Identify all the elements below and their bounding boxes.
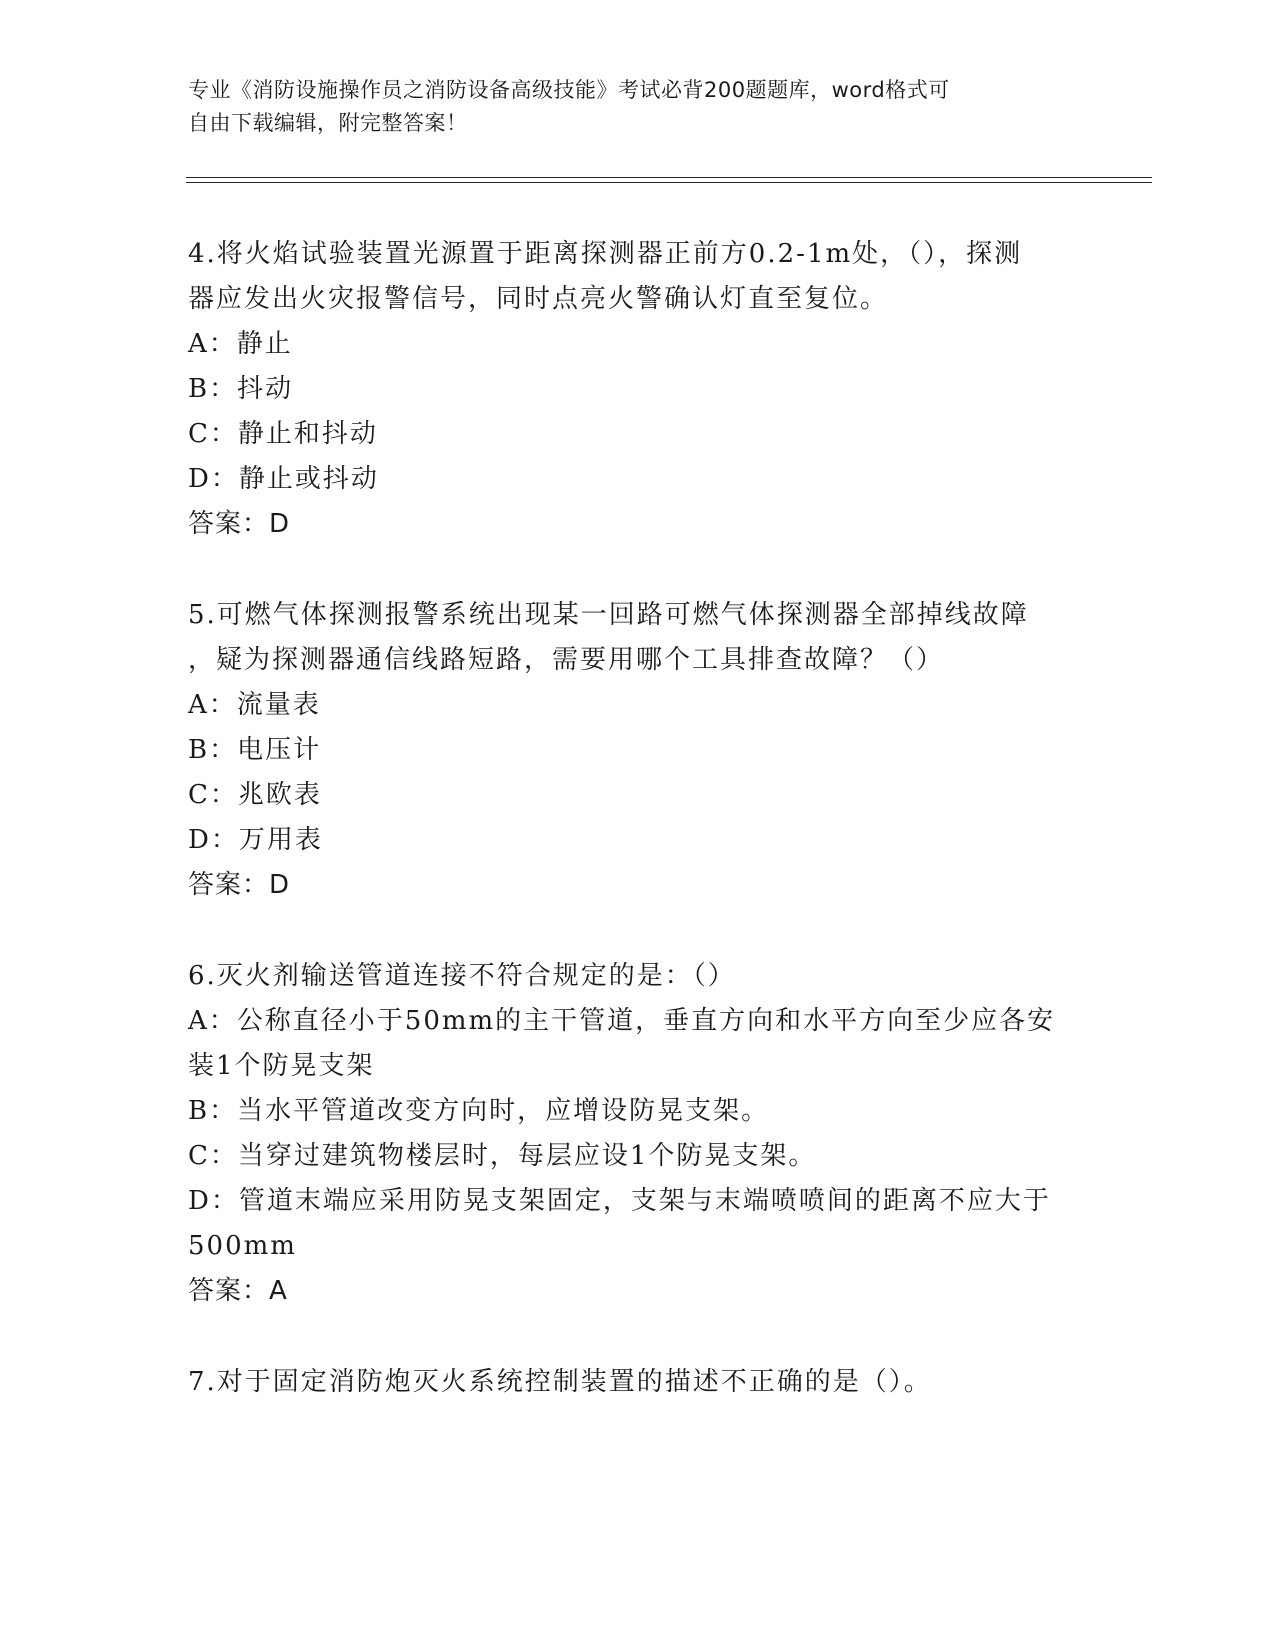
- header-line-1: 专业《消防设施操作员之消防设备高级技能》考试必背200题题库，word格式可: [188, 78, 950, 102]
- header-divider-top: [186, 177, 1152, 178]
- option-c: C：静止和抖动: [188, 419, 378, 449]
- question-stem: 5.可燃气体探测报警系统出现某一回路可燃气体探测器全部掉线故障: [188, 600, 1029, 630]
- option-a: A：静止: [188, 329, 293, 359]
- header-divider-bottom: [186, 182, 1152, 183]
- option-a: A：流量表: [188, 690, 321, 720]
- option-b: B：抖动: [188, 374, 294, 404]
- question-stem: ，疑为探测器通信线路短路，需要用哪个工具排查故障？（）: [188, 645, 945, 675]
- question-stem: 6.灭火剂输送管道连接不符合规定的是：（）: [188, 961, 736, 991]
- question-5: [188, 593, 1088, 908]
- answer: 答案：A: [188, 1276, 288, 1306]
- question-6: [188, 954, 1088, 1314]
- option-d-continued: 500mm: [188, 1231, 297, 1261]
- question-list: [188, 232, 1088, 1405]
- option-c: C：兆欧表: [188, 780, 322, 810]
- option-d: D：管道末端应采用防晃支架固定，支架与末端喷喷间的距离不应大于: [188, 1186, 1051, 1216]
- question-stem: 器应发出火灾报警信号，同时点亮火警确认灯直至复位。: [188, 284, 889, 314]
- question-stem: 7.对于固定消防炮灭火系统控制装置的描述不正确的是（）。: [188, 1367, 932, 1397]
- header-line-2: 自由下载编辑，附完整答案！: [188, 111, 468, 135]
- option-d: D：万用表: [188, 825, 323, 855]
- option-a: A：公称直径小于50mm的主干管道，垂直方向和水平方向至少应各安: [188, 1006, 1056, 1036]
- option-c: C：当穿过建筑物楼层时，每层应设1个防晃支架。: [188, 1141, 817, 1171]
- option-a-continued: 装1个防晃支架: [188, 1051, 375, 1081]
- option-d: D：静止或抖动: [188, 464, 379, 494]
- document-header: [188, 74, 1068, 140]
- question-4: [188, 232, 1088, 547]
- option-b: B：电压计: [188, 735, 322, 765]
- answer: 答案：D: [188, 870, 291, 900]
- question-stem: 4.将火焰试验装置光源置于距离探测器正前方0.2-1m处，（），探测: [188, 239, 1023, 269]
- option-b: B：当水平管道改变方向时，应增设防晃支架。: [188, 1096, 770, 1126]
- answer: 答案：D: [188, 509, 291, 539]
- question-7: [188, 1360, 1088, 1405]
